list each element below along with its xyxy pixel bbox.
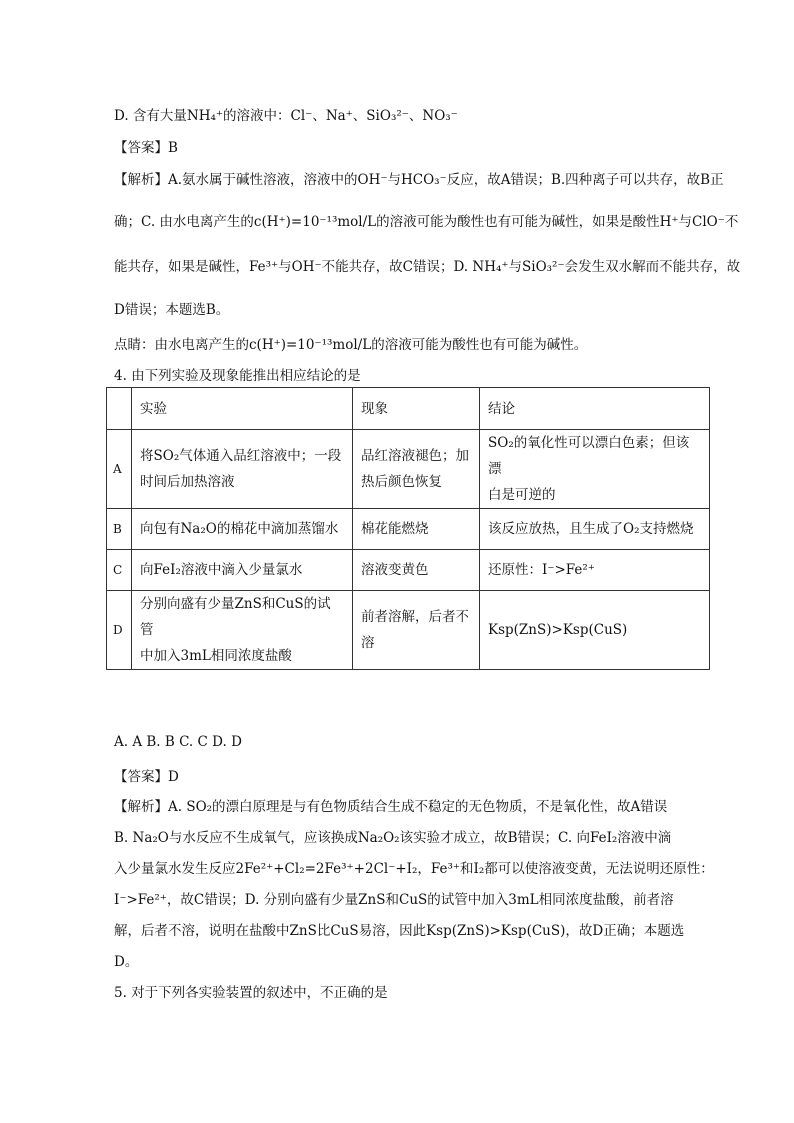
- analysis-q3-line4: D错误；本题选B。: [114, 302, 230, 318]
- cell-line: 热后颜色恢复: [361, 474, 442, 490]
- analysis-q4-line6: D。: [114, 954, 139, 970]
- analysis-q4-line2: B. Na₂O与水反应不生成氧气，应该换成Na₂O₂该实验才成立，故B错误；C. 向FeI₂溶液中滴: [114, 830, 672, 846]
- question-5-stem: 5. 对于下列各实验装置的叙述中，不正确的是: [114, 985, 388, 1001]
- cell-line: 中加入3mL相同浓度盐酸: [140, 648, 292, 664]
- tip-q3: 点睛：由水电离产生的c(H⁺)=10⁻¹³mol/L的溶液可能为酸性也有可能为碱性。: [114, 337, 588, 353]
- row-label: D: [107, 591, 132, 670]
- experiment-cell: [132, 430, 353, 509]
- experiment-cell: [132, 591, 353, 670]
- analysis-q3-line1: 【解析】A.氨水属于碱性溶液，溶液中的OH⁻与HCO₃⁻反应，故A错误；B.四种离子可以共存，故B正: [114, 172, 724, 188]
- observation-cell: [353, 430, 480, 509]
- conclusion-cell: Ksp(ZnS)>Ksp(CuS): [480, 591, 710, 670]
- conclusion-cell: 还原性：I⁻>Fe²⁺: [480, 550, 710, 591]
- observation-cell: 溶液变黄色: [353, 550, 480, 591]
- cell-line: 前者溶解，后者不: [361, 609, 469, 625]
- table-header-row: [107, 388, 710, 430]
- answer-q3: 【答案】B: [114, 140, 178, 156]
- cell-line: 溶: [361, 635, 375, 651]
- analysis-q3-line2: 确；C. 由水电离产生的c(H⁺)=10⁻¹³mol/L的溶液可能为酸性也有可能为碱性，如果是酸性H⁺与ClO⁻不: [114, 214, 739, 230]
- cell-line: 分别向盛有少量ZnS和CuS的试管: [140, 596, 331, 638]
- observation-cell: [353, 591, 480, 670]
- question-4-stem: 4. 由下列实验及现象能推出相应结论的是: [114, 368, 361, 384]
- cell-line: 时间后加热溶液: [140, 474, 235, 490]
- row-label: A: [107, 430, 132, 509]
- experiment-table: [106, 387, 710, 670]
- cell-line: 白是可逆的: [488, 487, 556, 503]
- header-experiment: 实验: [132, 388, 353, 430]
- table-row: [107, 591, 710, 670]
- header-blank: [107, 388, 132, 430]
- header-conclusion: 结论: [480, 388, 710, 430]
- header-observation: 现象: [353, 388, 480, 430]
- analysis-q4-line3: 入少量氯水发生反应2Fe²⁺+Cl₂=2Fe³⁺+2Cl⁻+I₂，Fe³⁺和I₂都可以使溶液变黄，无法说明还原性：: [114, 861, 714, 877]
- analysis-q4-line1: 【解析】A. SO₂的漂白原理是与有色物质结合生成不稳定的无色物质，不是氧化性，故A错误: [114, 799, 668, 815]
- conclusion-cell: 该反应放热，且生成了O₂支持燃烧: [480, 509, 710, 550]
- analysis-q3-line3: 能共存，如果是碱性，Fe³⁺与OH⁻不能共存，故C错误；D. NH₄⁺与SiO₃²⁻会发生双水解而不能共存，故: [114, 259, 741, 275]
- row-label: B: [107, 509, 132, 550]
- table-row: [107, 550, 710, 591]
- table-row: [107, 430, 710, 509]
- table-row: [107, 509, 710, 550]
- question-4-options: A. A B. B C. C D. D: [114, 734, 242, 750]
- analysis-q4-line4: I⁻>Fe²⁺，故C错误；D. 分别向盛有少量ZnS和CuS的试管中加入3mL相同浓度盐酸，前者溶: [114, 892, 674, 908]
- experiment-cell: 向FeI₂溶液中滴入少量氯水: [132, 550, 353, 591]
- analysis-q4-line5: 解，后者不溶，说明在盐酸中ZnS比CuS易溶，因此Ksp(ZnS)>Ksp(CuS)，故D正确；本题选: [114, 923, 685, 939]
- cell-line: 品红溶液褪色；加: [361, 448, 469, 464]
- experiment-cell: 向包有Na₂O的棉花中滴加蒸馏水: [132, 509, 353, 550]
- conclusion-cell: [480, 430, 710, 509]
- cell-line: 将SO₂气体通入品红溶液中；一段: [140, 448, 342, 464]
- cell-line: SO₂的氧化性可以漂白色素；但该漂: [488, 435, 690, 477]
- observation-cell: 棉花能燃烧: [353, 509, 480, 550]
- answer-q4: 【答案】D: [114, 769, 179, 785]
- row-label: C: [107, 550, 132, 591]
- option-d-previous: D. 含有大量NH₄⁺的溶液中：Cl⁻、Na⁺、SiO₃²⁻、NO₃⁻: [114, 108, 458, 124]
